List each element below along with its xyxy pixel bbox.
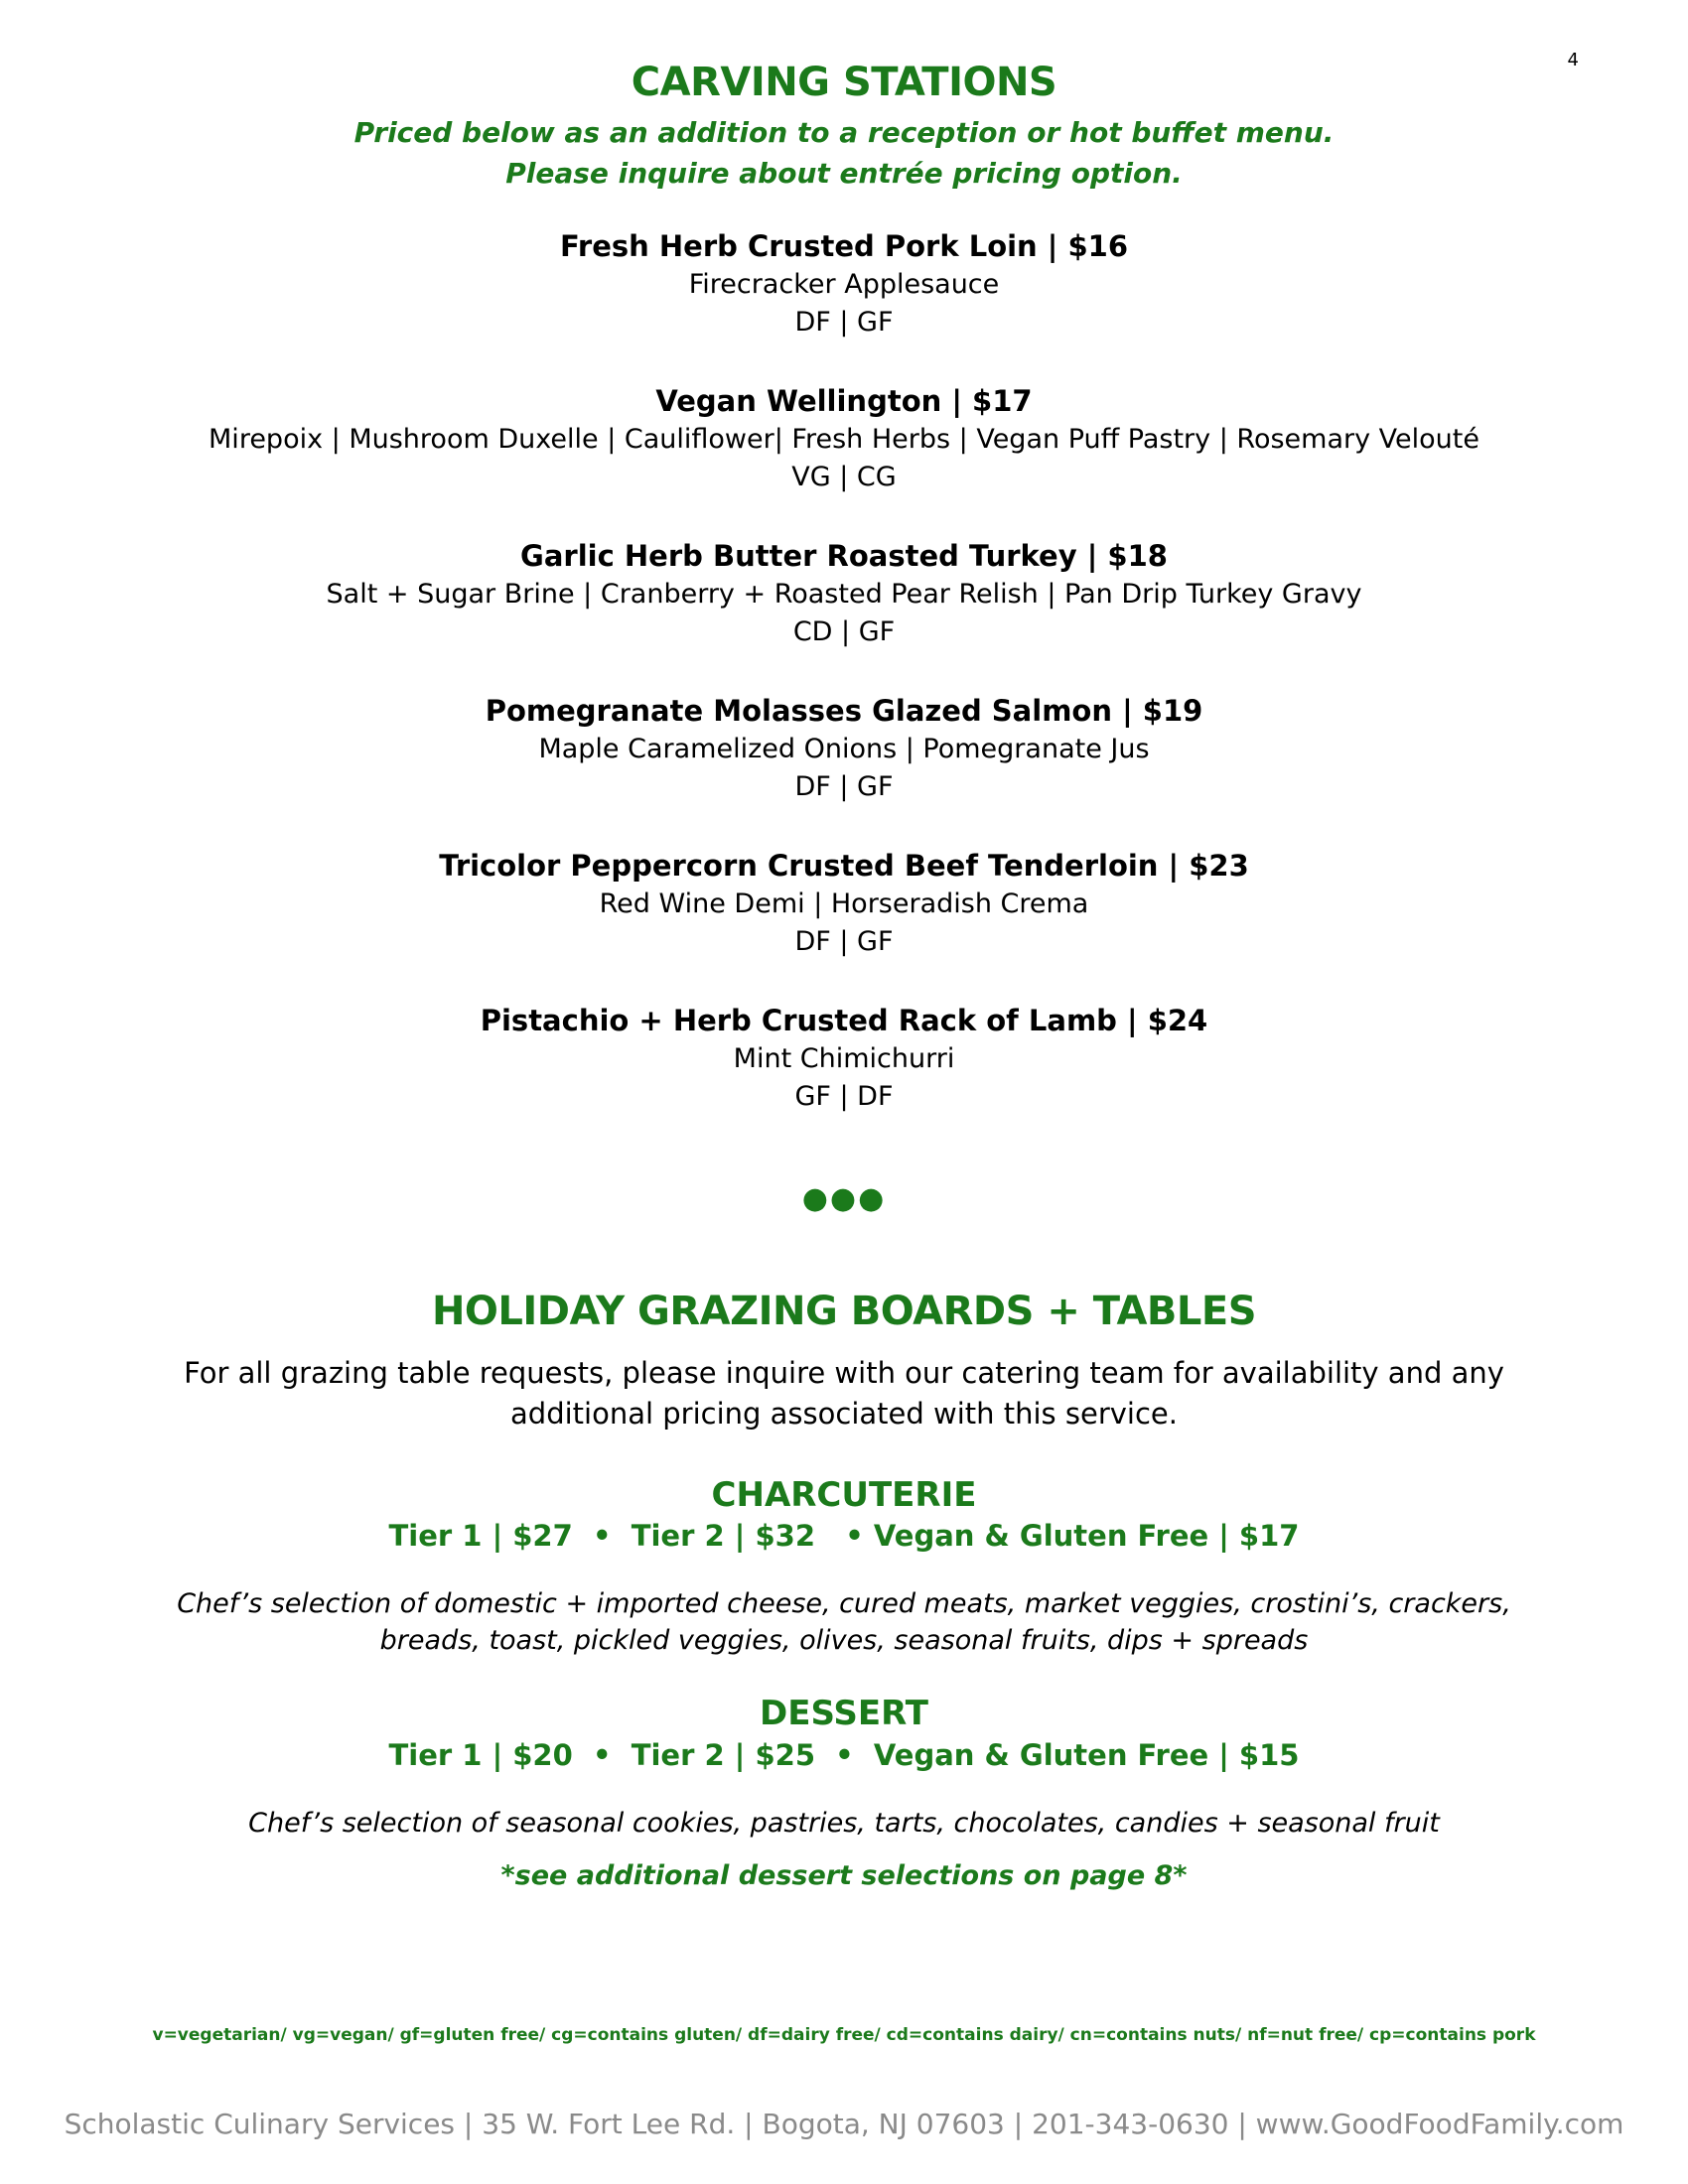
grazing-note-line-2: additional pricing associated with this service. (510, 1397, 1178, 1431)
carving-item-rack-of-lamb (0, 1001, 1688, 1116)
charcuterie-title: CHARCUTERIE (711, 1475, 977, 1515)
item-dietary-tags: DF | GF (794, 307, 894, 338)
grazing-title: HOLIDAY GRAZING BOARDS + TABLES (431, 1289, 1257, 1334)
section-divider-dots: ●●● (801, 1181, 887, 1216)
item-dietary-tags: VG | CG (791, 462, 897, 492)
item-name: Pomegranate Molasses Glazed Salmon | $19 (485, 694, 1203, 728)
item-name: Fresh Herb Crusted Pork Loin | $16 (559, 229, 1129, 263)
carving-intro-line-1: Priced below as an addition to a reception or hot buffet menu. (353, 116, 1335, 149)
grazing-note-line-1: For all grazing table requests, please inquire with our catering team for availability and any (184, 1356, 1504, 1390)
item-description: Firecracker Applesauce (688, 269, 1000, 300)
item-description: Maple Caramelized Onions | Pomegranate Jus (538, 734, 1150, 764)
charcuterie-desc-line-1: Chef’s selection of domestic + imported cheese, cured meats, market veggies, crostini’s, crackers, (177, 1588, 1511, 1619)
charcuterie-tiers: Tier 1 | $27 • Tier 2 | $32 • Vegan & Gluten Free | $17 (388, 1519, 1300, 1553)
carving-item-vegan-wellington (0, 381, 1688, 496)
dessert-see-more-note: *see additional dessert selections on page 8* (500, 1860, 1188, 1891)
page-number: 4 (1567, 50, 1579, 70)
dessert-desc: Chef’s selection of seasonal cookies, pastries, tarts, chocolates, candies + seasonal fruit (248, 1808, 1440, 1839)
item-dietary-tags: DF | GF (794, 926, 894, 957)
item-dietary-tags: GF | DF (794, 1081, 894, 1112)
item-name: Pistachio + Herb Crusted Rack of Lamb | $24 (480, 1004, 1208, 1037)
item-dietary-tags: CD | GF (792, 616, 896, 647)
item-description: Mint Chimichurri (733, 1043, 955, 1074)
charcuterie-desc-line-2: breads, toast, pickled veggies, olives, seasonal fruits, dips + spreads (379, 1625, 1309, 1656)
carving-item-pork-loin (0, 226, 1688, 341)
item-description: Mirepoix | Mushroom Duxelle | Cauliflower| Fresh Herbs | Vegan Puff Pastry | Rosemary Velouté (209, 424, 1479, 455)
carving-intro-line-2: Please inquire about entrée pricing option. (505, 157, 1183, 190)
item-name: Garlic Herb Butter Roasted Turkey | $18 (520, 539, 1168, 573)
dessert-title: DESSERT (760, 1694, 928, 1733)
footer-contact: Scholastic Culinary Services | 35 W. Fort Lee Rd. | Bogota, NJ 07603 | 201-343-0630 | www.GoodFoodFamily.com (64, 2108, 1624, 2140)
item-description: Salt + Sugar Brine | Cranberry + Roasted Pear Relish | Pan Drip Turkey Gravy (326, 579, 1362, 610)
item-dietary-tags: DF | GF (794, 771, 894, 802)
item-description: Red Wine Demi | Horseradish Crema (599, 888, 1089, 919)
carving-item-glazed-salmon (0, 691, 1688, 806)
carving-item-roasted-turkey (0, 536, 1688, 651)
dessert-tiers: Tier 1 | $20 • Tier 2 | $25 • Vegan & Gluten Free | $15 (388, 1738, 1300, 1772)
item-name: Vegan Wellington | $17 (655, 384, 1033, 418)
carving-item-beef-tenderloin (0, 846, 1688, 961)
dietary-legend: v=vegetarian/ vg=vegan/ gf=gluten free/ cg=contains gluten/ df=dairy free/ cd=contains dairy/ cn=contains nuts/ nf=nut free/ cp=contains pork (152, 2025, 1536, 2045)
carving-stations-title: CARVING STATIONS (631, 60, 1057, 105)
item-name: Tricolor Peppercorn Crusted Beef Tenderloin | $23 (439, 849, 1249, 883)
